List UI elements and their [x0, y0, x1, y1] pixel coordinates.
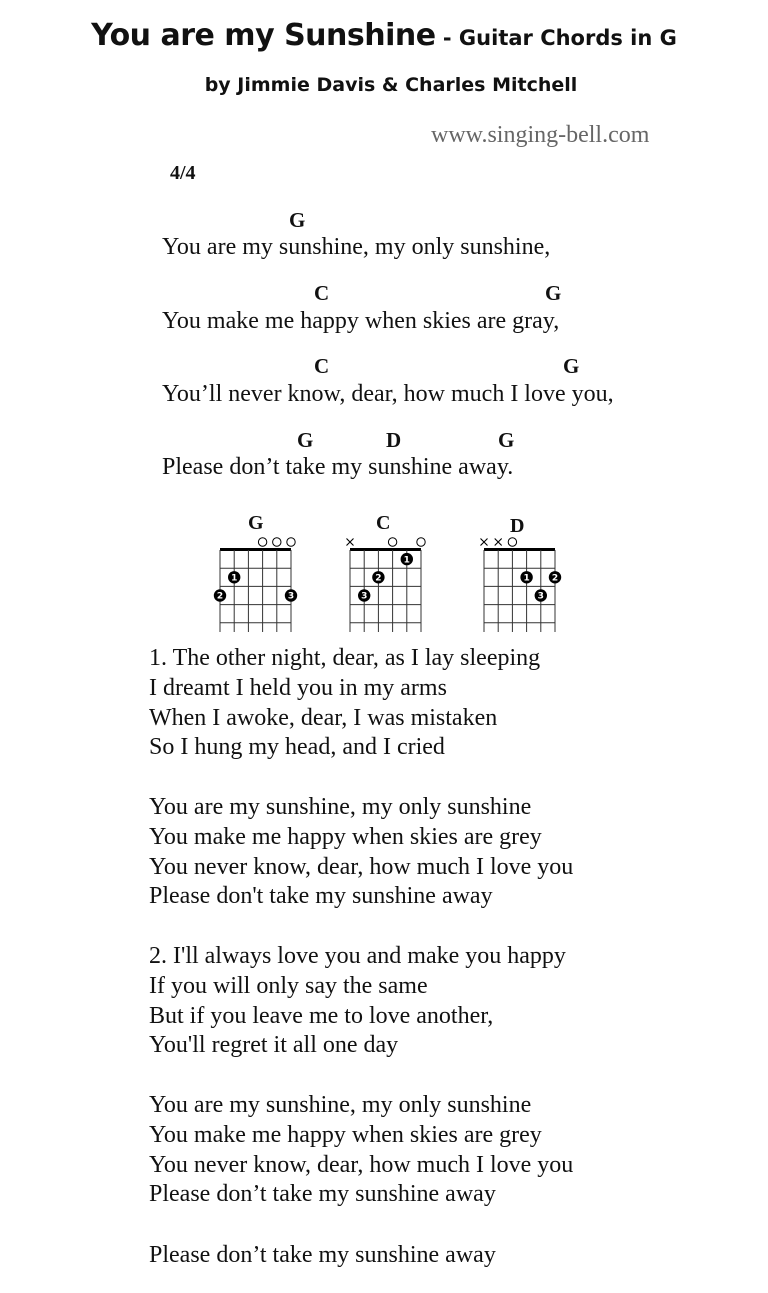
chorus-1	[149, 793, 573, 912]
nut	[220, 548, 291, 551]
chord-diagram-g	[208, 530, 304, 632]
verse-line: You make me happy when skies are grey	[149, 823, 542, 850]
muted-string-marker	[347, 539, 354, 546]
verse-line: Please don’t take my sunshine away	[149, 1242, 496, 1268]
nut	[484, 548, 555, 551]
finger-number: 1	[523, 573, 530, 584]
verse-line: But if you leave me to love another,	[149, 1002, 494, 1029]
open-string-marker	[273, 538, 281, 546]
verse-line: When I awoke, dear, I was mistaken	[149, 704, 498, 731]
finger-number: 1	[231, 573, 238, 584]
finger-number: 3	[537, 591, 544, 602]
verse-line: You are my sunshine, my only sunshine	[149, 1092, 532, 1118]
chorus-2	[149, 1091, 573, 1210]
byline: by Jimmie Davis & Charles Mitchell	[204, 74, 578, 96]
page-title	[0, 18, 768, 53]
finger-number: 3	[287, 591, 295, 602]
open-string-marker	[258, 538, 266, 546]
verse-line: 2. I'll always love you and make you happy	[149, 943, 566, 969]
muted-string-marker	[481, 539, 488, 546]
lyric-line: You’ll never know, dear, how much I love you,	[162, 381, 614, 407]
chord-label: D	[386, 428, 402, 452]
verse-line: You never know, dear, how much I love you	[149, 853, 574, 880]
verse-line: I dreamt I held you in my arms	[149, 674, 447, 701]
lyric-line: You are my sunshine, my only sunshine,	[162, 234, 551, 260]
finger-number: 2	[551, 573, 559, 584]
verse-line: So I hung my head, and I cried	[149, 734, 445, 761]
title-subtitle: - Guitar Chords in G	[435, 26, 677, 50]
finger-number: 2	[375, 573, 382, 584]
finger-number: 2	[216, 591, 224, 602]
muted-string-marker	[495, 539, 502, 546]
nut	[350, 548, 421, 551]
chord-label: C	[314, 354, 330, 378]
chord-diagram-name: C	[376, 512, 391, 534]
song-title: You are my Sunshine	[91, 18, 436, 53]
chord-label: G	[563, 354, 580, 378]
verse-line: Please don’t take my sunshine away	[149, 1181, 496, 1208]
open-string-marker	[287, 538, 295, 546]
chord-diagram-c	[338, 530, 434, 632]
chord-label: C	[314, 281, 330, 305]
chord-diagram-name: D	[510, 515, 525, 537]
chord-label: G	[289, 208, 306, 232]
chord-label: G	[297, 428, 314, 452]
verse-line: If you will only say the same	[149, 972, 428, 999]
website-link[interactable]: www.singing-bell.com	[431, 122, 650, 148]
chord-diagram-name: G	[248, 512, 264, 534]
verse-line: Please don't take my sunshine away	[149, 883, 493, 910]
chord-label: G	[545, 281, 562, 305]
chord-label: G	[498, 428, 515, 452]
finger-number: 3	[361, 591, 368, 602]
final-line	[149, 1241, 496, 1271]
open-string-marker	[417, 538, 425, 546]
verse-line: You make me happy when skies are grey	[149, 1121, 542, 1148]
verse-line: You are my sunshine, my only sunshine	[149, 794, 532, 820]
verse-line: You never know, dear, how much I love you	[149, 1151, 574, 1178]
verse-line: You'll regret it all one day	[149, 1032, 399, 1059]
verse-line: 1. The other night, dear, as I lay sleeping	[149, 645, 541, 671]
chord-diagram-d	[472, 530, 568, 632]
time-signature: 4/4	[170, 162, 196, 184]
lyric-line: Please don’t take my sunshine away.	[162, 454, 514, 480]
finger-number: 1	[403, 555, 410, 566]
verse-1	[149, 644, 540, 763]
open-string-marker	[508, 538, 516, 546]
open-string-marker	[388, 538, 396, 546]
verse-2	[149, 942, 566, 1061]
lyric-line: You make me happy when skies are gray,	[162, 308, 560, 334]
